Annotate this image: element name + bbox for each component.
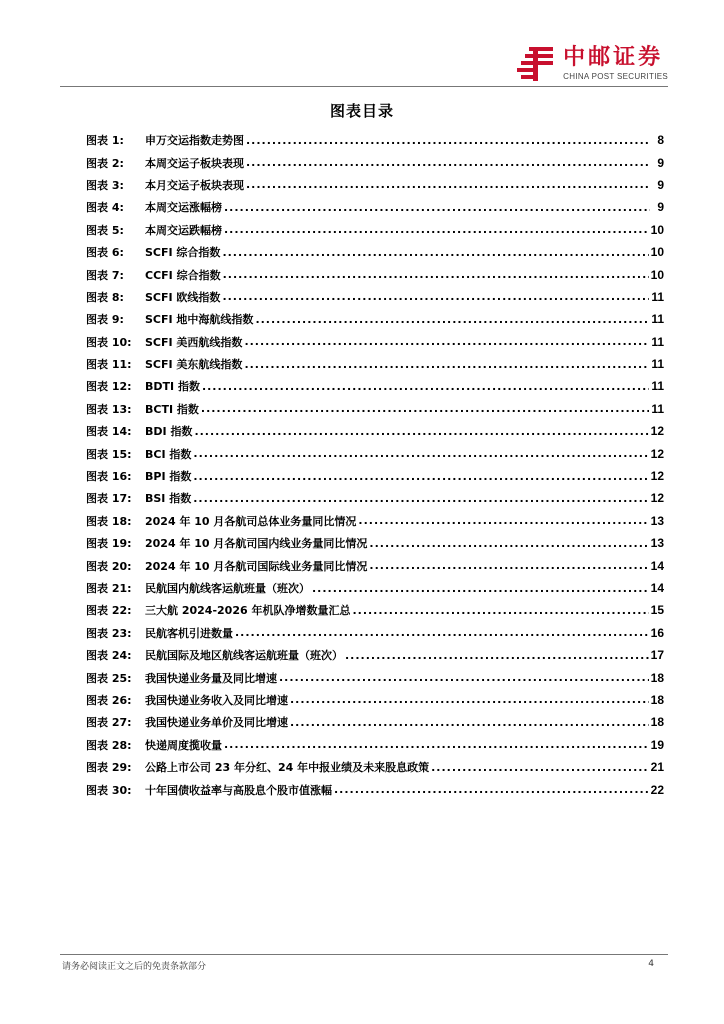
- toc-leader-dots: [193, 492, 648, 505]
- toc-entry-page[interactable]: 10: [650, 245, 664, 260]
- toc-entry-page[interactable]: 9: [657, 177, 664, 192]
- toc-entry-page[interactable]: 12: [650, 446, 664, 461]
- toc-leader-dots: [244, 335, 649, 348]
- toc-entry-page[interactable]: 11: [651, 379, 664, 394]
- toc-entry[interactable]: [86, 465, 664, 487]
- toc-entry-title[interactable]: SCFI 地中海航线指数: [145, 313, 254, 327]
- toc-entry[interactable]: [86, 331, 664, 353]
- toc-entry[interactable]: [86, 353, 664, 375]
- toc-entry[interactable]: [86, 286, 664, 308]
- page-title: 图表目录: [329, 102, 394, 120]
- toc-entry-title[interactable]: 快递周度揽收量: [145, 738, 222, 752]
- toc-entry[interactable]: [86, 644, 664, 666]
- toc-entry-page[interactable]: 11: [651, 289, 664, 304]
- toc-entry[interactable]: [86, 219, 664, 241]
- toc-entry-page[interactable]: 15: [650, 603, 664, 618]
- toc-entry[interactable]: [86, 510, 664, 532]
- toc-entry[interactable]: [86, 263, 664, 285]
- toc-leader-dots: [246, 134, 650, 147]
- toc-entry-label: 图表 30:: [86, 783, 132, 797]
- toc-entry-label: 图表 28:: [86, 738, 132, 752]
- toc-entry-title[interactable]: 我国快递业务量及同比增速: [145, 671, 277, 685]
- toc-entry[interactable]: [86, 487, 664, 509]
- toc-entry-label: 图表 23:: [86, 626, 132, 640]
- toc-leader-dots: [224, 223, 649, 236]
- toc-entry[interactable]: [86, 666, 664, 688]
- toc-leader-dots: [222, 290, 649, 303]
- toc-leader-dots: [369, 537, 648, 550]
- toc-entry-page[interactable]: 18: [650, 715, 664, 730]
- toc-entry-title[interactable]: 2024 年 10 月各航司总体业务量同比情况: [145, 514, 357, 528]
- toc-leader-dots: [223, 268, 649, 281]
- toc-entry-page[interactable]: 14: [650, 558, 664, 573]
- toc-entry-page[interactable]: 13: [650, 513, 664, 528]
- toc-entry-page[interactable]: 11: [651, 401, 664, 416]
- toc-entry-label: 图表 9:: [86, 313, 124, 327]
- toc-entry-label: 图表 24:: [86, 649, 132, 663]
- toc-entry-label: 图表 20:: [86, 559, 132, 573]
- brand-name-en: CHINA POST SECURITIES: [563, 72, 668, 81]
- page-number: 4: [648, 959, 654, 969]
- brand-logo: [515, 44, 668, 84]
- toc-entry[interactable]: [86, 734, 664, 756]
- toc-entry-page[interactable]: 11: [651, 312, 664, 327]
- toc-entry-label: 图表 7:: [86, 268, 124, 282]
- toc-leader-dots: [193, 470, 648, 483]
- toc-entry-label: 图表 17:: [86, 492, 132, 506]
- toc-entry-label: 图表 26:: [86, 693, 132, 707]
- toc-entry-label: 图表 13:: [86, 402, 132, 416]
- brand-name-cn: 中邮证券: [563, 45, 664, 70]
- toc-entry-title[interactable]: 公路上市公司 23 年分红、24 年中报业绩及未来股息政策: [145, 761, 430, 775]
- toc-entry-title[interactable]: SCFI 美西航线指数: [145, 335, 243, 349]
- toc-leader-dots: [279, 671, 649, 684]
- toc-entry-page[interactable]: 18: [650, 692, 664, 707]
- toc-entry-page[interactable]: 11: [651, 334, 664, 349]
- toc-entry-page[interactable]: 12: [650, 491, 664, 506]
- toc-entry[interactable]: [86, 398, 664, 420]
- toc-entry-label: 图表 16:: [86, 470, 132, 484]
- toc-entry-title[interactable]: 民航国内航线客运航班量（班次）: [145, 582, 310, 595]
- toc-entry[interactable]: [86, 622, 664, 644]
- toc-leader-dots: [224, 201, 650, 214]
- toc-entry-label: 图表 8:: [86, 290, 124, 304]
- toc-entry-page[interactable]: 8: [657, 133, 664, 148]
- toc-entry-title[interactable]: 十年国债收益率与高股息个股市值涨幅: [145, 783, 332, 797]
- toc-entry-title[interactable]: 本月交运子板块表现: [145, 178, 244, 192]
- toc-entry-title[interactable]: 申万交运指数走势图: [145, 134, 244, 148]
- toc-entry[interactable]: [86, 577, 664, 599]
- toc-entry-title[interactable]: 2024 年 10 月各航司国内线业务量同比情况: [145, 537, 368, 551]
- toc-entry-label: 图表 22:: [86, 604, 132, 618]
- toc-entry-label: 图表 14:: [86, 425, 132, 439]
- toc-leader-dots: [193, 447, 648, 460]
- brand-text: [563, 46, 668, 82]
- toc-entry[interactable]: [86, 554, 664, 576]
- toc-entry-title[interactable]: BSI 指数: [145, 492, 192, 506]
- toc-entry[interactable]: [86, 420, 664, 442]
- toc-leader-dots: [358, 514, 648, 527]
- china-post-logo-icon: [515, 45, 557, 83]
- toc-entry-page[interactable]: 9: [657, 155, 664, 170]
- toc-entry-title[interactable]: 本周交运子板块表现: [145, 156, 244, 170]
- toc-entry[interactable]: [86, 778, 664, 800]
- toc-leader-dots: [246, 178, 650, 191]
- toc-entry[interactable]: [86, 196, 664, 218]
- toc-entry-label: 图表 29:: [86, 761, 132, 775]
- toc-entry-label: 图表 27:: [86, 716, 132, 730]
- toc-entry-title[interactable]: CCFI 综合指数: [145, 268, 221, 282]
- toc-leader-dots: [334, 783, 649, 796]
- toc-entry-title[interactable]: 我国快递业务收入及同比增速: [145, 693, 288, 707]
- toc-entry-title[interactable]: 本周交运跌幅榜: [145, 223, 222, 237]
- toc-entry-page[interactable]: 14: [650, 581, 664, 595]
- toc-entry[interactable]: [86, 599, 664, 621]
- toc-entry-title[interactable]: 2024 年 10 月各航司国际线业务量同比情况: [145, 559, 368, 573]
- toc-entry-page[interactable]: 10: [650, 267, 664, 282]
- toc-leader-dots: [290, 716, 649, 729]
- toc-leader-dots: [312, 582, 649, 595]
- toc-entry-page[interactable]: 17: [650, 648, 664, 663]
- toc-entry-page[interactable]: 13: [650, 536, 664, 551]
- toc-entry[interactable]: [86, 711, 664, 733]
- toc-leader-dots: [369, 559, 648, 572]
- toc-entry-title[interactable]: SCFI 欧线指数: [145, 290, 221, 304]
- toc-entry[interactable]: [86, 756, 664, 778]
- toc-entry-title[interactable]: 民航客机引进数量: [145, 626, 233, 640]
- toc-leader-dots: [345, 649, 649, 662]
- toc-leader-dots: [224, 738, 649, 751]
- toc-entry-label: 图表 21:: [86, 582, 132, 595]
- toc-entry[interactable]: [86, 532, 664, 554]
- toc-leader-dots: [431, 761, 649, 774]
- toc-entry-label: 图表 19:: [86, 537, 132, 551]
- toc-entry-title[interactable]: 本周交运涨幅榜: [145, 201, 222, 215]
- toc-entry[interactable]: [86, 174, 664, 196]
- toc-entry-page[interactable]: 22: [650, 782, 664, 797]
- toc-leader-dots: [202, 380, 649, 393]
- toc-entry-label: 图表 2:: [86, 156, 124, 170]
- toc-entry-title[interactable]: BCTI 指数: [145, 402, 199, 416]
- header-divider: [60, 86, 668, 87]
- toc-leader-dots: [235, 626, 649, 639]
- toc-entry-title[interactable]: BCI 指数: [145, 447, 192, 461]
- toc-entry-label: 图表 11:: [86, 358, 132, 372]
- toc-leader-dots: [222, 246, 648, 259]
- toc-entry-title[interactable]: SCFI 美东航线指数: [145, 358, 243, 372]
- toc-entry-title[interactable]: 民航国际及地区航线客运航班量（班次）: [145, 649, 343, 663]
- toc-entry-title[interactable]: BPI 指数: [145, 470, 192, 484]
- toc-entry-page[interactable]: 12: [650, 469, 664, 484]
- toc-entry-label: 图表 6:: [86, 246, 124, 260]
- toc-entry-title[interactable]: 我国快递业务单价及同比增速: [145, 716, 288, 730]
- toc-entry-label: 图表 15:: [86, 447, 132, 461]
- toc-leader-dots: [352, 604, 648, 617]
- toc-entry[interactable]: [86, 151, 664, 173]
- toc-entry-label: 图表 3:: [86, 178, 124, 192]
- footer-disclaimer: 请务必阅读正文之后的免责条款部分: [62, 962, 207, 972]
- toc-entry[interactable]: [86, 308, 664, 330]
- footer-divider: [60, 954, 668, 955]
- toc-entry-label: 图表 5:: [86, 223, 124, 237]
- toc-entry-page[interactable]: 19: [650, 737, 664, 752]
- toc-entry-label: 图表 10:: [86, 335, 132, 349]
- toc-leader-dots: [290, 693, 649, 706]
- toc-entry-page[interactable]: 12: [650, 424, 664, 439]
- toc-entry-page[interactable]: 9: [657, 200, 664, 215]
- toc-leader-dots: [255, 313, 649, 326]
- toc-entry-page[interactable]: 18: [650, 670, 664, 685]
- toc-entry[interactable]: [86, 442, 664, 464]
- toc-entry-title[interactable]: SCFI 综合指数: [145, 246, 221, 260]
- toc-entry[interactable]: [86, 689, 664, 711]
- toc-entry[interactable]: [86, 375, 664, 397]
- toc-entry-label: 图表 12:: [86, 380, 132, 394]
- toc-entry-label: 图表 4:: [86, 201, 124, 215]
- toc-leader-dots: [194, 425, 648, 438]
- toc-entry-label: 图表 1:: [86, 134, 124, 148]
- toc-entry-title[interactable]: BDI 指数: [145, 425, 193, 439]
- toc-entry[interactable]: [86, 241, 664, 263]
- toc-entry-page[interactable]: 21: [650, 760, 664, 775]
- toc-entry[interactable]: [86, 129, 664, 151]
- toc-entry-title[interactable]: BDTI 指数: [145, 380, 200, 394]
- toc-leader-dots: [244, 358, 649, 371]
- toc-entry-page[interactable]: 11: [651, 357, 664, 372]
- toc-entry-page[interactable]: 16: [650, 625, 664, 640]
- toc-entry-page[interactable]: 10: [650, 222, 664, 237]
- toc-leader-dots: [246, 156, 650, 169]
- toc-entry-label: 图表 18:: [86, 514, 132, 528]
- table-of-figures: [86, 129, 664, 801]
- toc-entry-title[interactable]: 三大航 2024-2026 年机队净增数量汇总: [145, 604, 351, 618]
- toc-leader-dots: [201, 402, 649, 415]
- toc-entry-label: 图表 25:: [86, 671, 132, 685]
